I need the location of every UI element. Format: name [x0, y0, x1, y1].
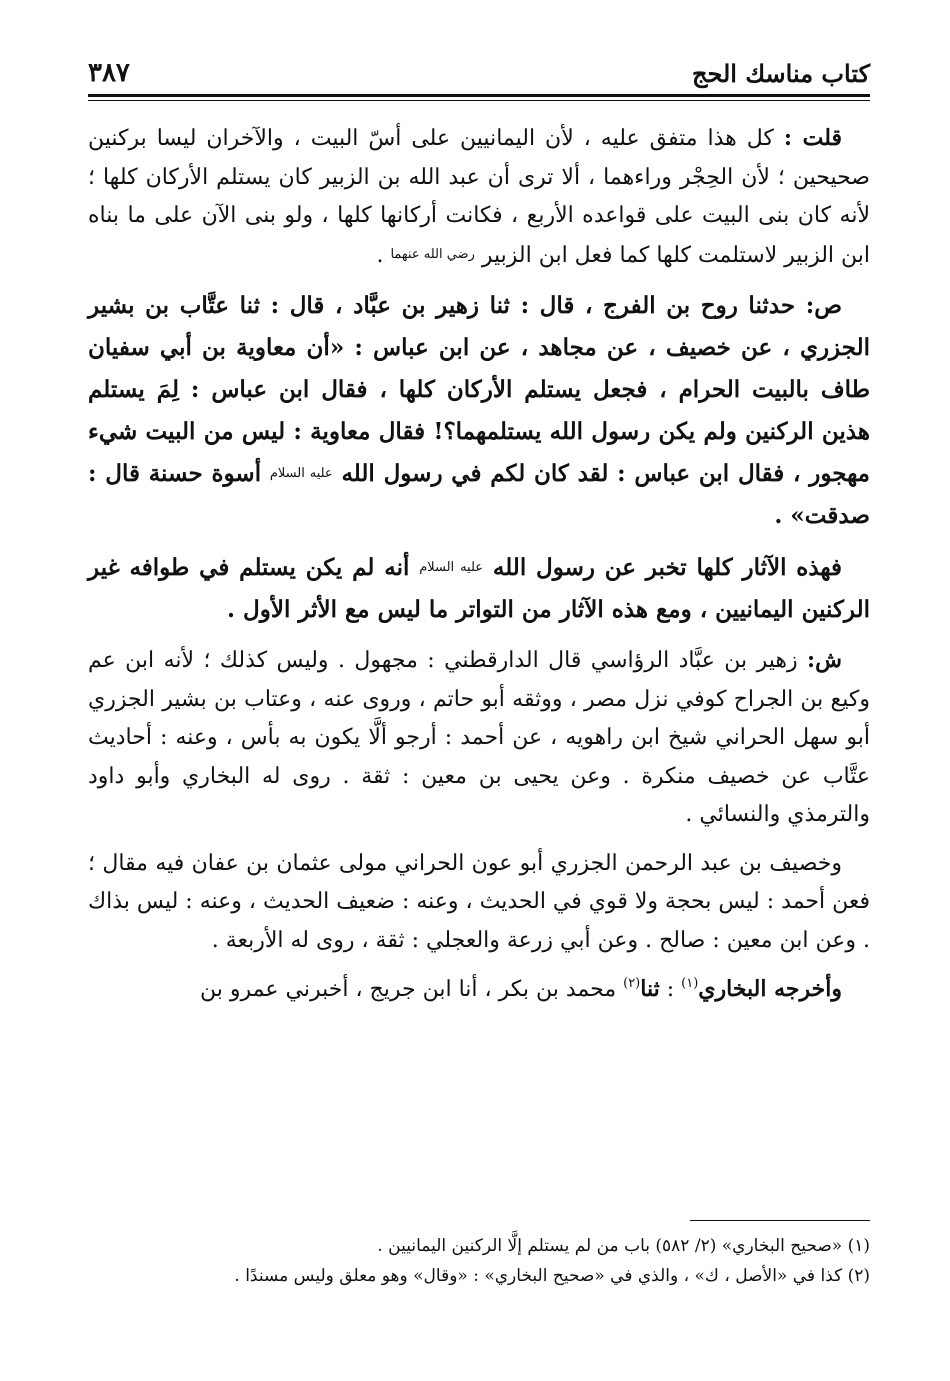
paragraph-lead: قلت : [783, 125, 842, 151]
paragraph-text-end: أنه لم يكن يستلم في طوافه غير الركنين اليمانيين ، ومع هذه الآثار من التواتر ما ليس مع الأثر الأول . [88, 554, 870, 623]
header-rule-thick [88, 94, 870, 97]
page-header [88, 40, 870, 92]
footnote-2: (٢) كذا في «الأصل ، ك» ، والذي في «صحيح البخاري» : «وقال» وهو معلق وليس مسندًا . [234, 1266, 870, 1286]
paragraph-lead: ش: [807, 647, 842, 673]
paragraph-text: حدثنا روح بن الفرج ، قال : ثنا زهير بن عبَّاد ، قال : ثنا عتَّاب بن بشير الجزري ، عن خصيف ، عن مجاهد ، عن ابن عباس : «أن معاوية بن أبي سفيان طاف بالبيت الحرام ، فجعل يستلم الأركان كلها ، فقال ابن عباس : لِمَ يستلم هذين الركنين ولم يكن رسول الله يستلمهما؟! فقال معاوية : ليس من البيت شيء مهجور ، فقال ابن عباس : لقد كان لكم في رسول الله [88, 292, 870, 487]
paragraph-text: كل هذا متفق عليه ، لأن اليمانيين على أسّ البيت ، والآخران ليسا بركنين صحيحين ؛ لأن الحِجْر وراءهما ، ألا ترى أن عبد الله بن الزبير كان يستلم الأركان كلها ؛ لأنه كان بنى البيت على قواعده الأربع ، فكانت أركانها كلها ، ولو بنى الآن على ما بناه ابن الزبير لاستلمت كلها كما فعل ابن الزبير [88, 126, 870, 268]
paragraph-text: وخصيف بن عبد الرحمن الجزري أبو عون الحراني مولى عثمان بن عفان فيه مقال ؛ فعن أحمد : ليس بحجة ولا قوي في الحديث ، وعنه : ضعيف الحديث ، وعنه : ليس بذاك . وعن ابن معين : صالح . وعن أبي زرعة والعجلي : ثقة ، روى له الأربعة . [88, 850, 870, 953]
paragraph-commentary-1 [88, 119, 870, 275]
paragraph-hadith-text [88, 285, 870, 537]
honorific-symbol: رضي الله عنهما [390, 246, 475, 262]
honorific-symbol: عليه السلام [269, 466, 333, 481]
paragraph-end: . [376, 242, 391, 268]
paragraph-separator: : [659, 977, 682, 1002]
paragraph-text: فهذه الآثار كلها تخبر عن رسول الله [492, 554, 843, 581]
footnote-list [88, 1231, 870, 1291]
paragraph-lead: ص: [805, 292, 842, 319]
footnote-1: (١) «صحيح البخاري» (٢/ ٥٨٢) باب من لم يستلم إلَّا الركنين اليمانيين . [377, 1236, 870, 1256]
main-text [88, 119, 870, 1010]
page-number: ٣٨٧ [88, 58, 130, 88]
book-page [88, 40, 870, 1360]
book-title: كتاب مناسك الحج [692, 59, 870, 88]
footnotes [88, 1220, 870, 1291]
footnote-divider [690, 1220, 870, 1221]
honorific-symbol: عليه السلام [419, 560, 484, 575]
paragraph-text-end: أسوة حسنة قال : صدقت» . [88, 460, 870, 529]
paragraph-text: محمد بن بكر ، أنا ابن جريج ، أخبرني عمرو بن [200, 977, 624, 1002]
paragraph-takhrij [88, 970, 870, 1010]
paragraph-lead-2: ثنا [640, 976, 660, 1002]
paragraph-conclusion [88, 547, 870, 631]
paragraph-commentary-narrators [88, 641, 870, 835]
footnote-ref-2[interactable]: (٢) [623, 976, 641, 991]
paragraph-commentary-khasif [88, 845, 870, 961]
header-rule-thin [88, 100, 870, 101]
paragraph-lead: وأخرجه البخاري [698, 976, 842, 1002]
footnote-ref-1[interactable]: (١) [681, 976, 699, 991]
paragraph-text: زهير بن عبَّاد الرؤاسي قال الدارقطني : مجهول . وليس كذلك ؛ لأنه ابن عم وكيع بن الجراح كوفي نزل مصر ، ووثقه أبو حاتم ، وروى عنه ، وعتاب بن بشير الجزري أبو سهل الحراني شيخ ابن راهويه ، عن أحمد : أرجو ألَّا يكون به بأس ، وعنه : أحاديث عتَّاب عن خصيف منكرة . وعن يحيى بن معين : ثقة . روى له البخاري وأبو داود والترمذي والنسائي . [88, 648, 870, 827]
